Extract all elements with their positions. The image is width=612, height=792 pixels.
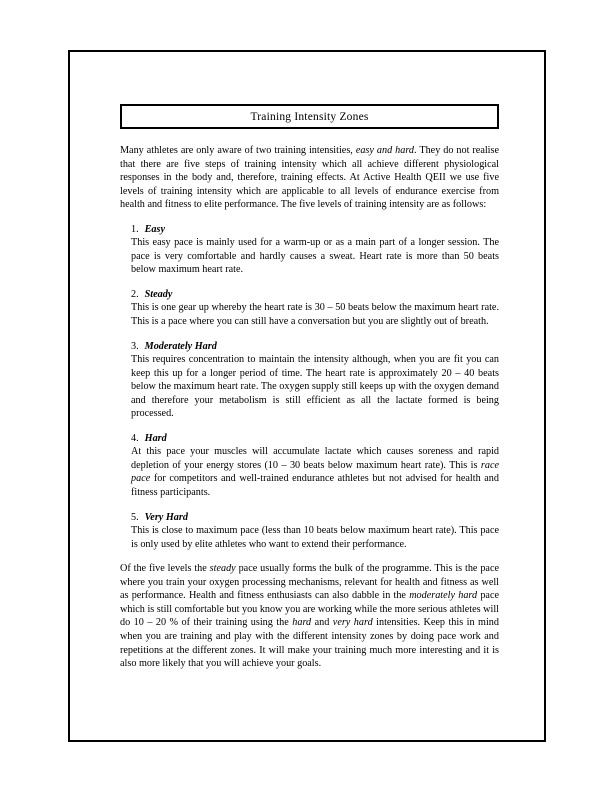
section-body-steady: This is one gear up whereby the heart rate is 30 – 50 beats below the maximum heart rate. This is a pace where you can still have a conversation but you are slightly out of breath. — [131, 302, 499, 328]
section-number-4: 4. — [131, 432, 139, 444]
section-body-hard-emphasis: race pace — [131, 459, 499, 485]
section-number-1: 1. — [131, 223, 139, 235]
page-border-frame — [68, 50, 546, 742]
section-number-2: 2. — [131, 288, 139, 300]
section-body-moderately-hard: This requires concentration to maintain the intensity although, when you are fit you can keep this up for a longer period of time. The heart rate is approximately 20 – 40 beats below the maximum heart rate. The oxygen supply still keeps up with the oxygen demand and therefore your metabolism is still efficient as all the lactate formed is being processed. — [131, 354, 499, 420]
closing-part2: pace usually forms the bulk of the programme. This is the pace where you train your oxygen processing mechanisms, relevant for health and fitness as well as performance. Health and fitness enthusiasts can also dabble in the — [120, 563, 499, 602]
closing-emphasis-hard: hard — [292, 617, 312, 629]
section-body-hard-part2: for competitors and well-trained endurance athletes but not advised for health and fitness participants. — [131, 473, 499, 499]
document-title-box — [120, 104, 499, 129]
closing-paragraph — [120, 562, 499, 670]
section-heading-easy — [131, 223, 499, 237]
section-number-3: 3. — [131, 340, 139, 352]
closing-emphasis-very-hard: very hard — [332, 617, 373, 629]
section-very-hard — [120, 511, 499, 552]
section-title-easy: Easy — [144, 223, 166, 235]
closing-part3: pace which is still comfortable but you know you are working while the more serious athletes will do 10 – 20 % of their training using the — [120, 590, 499, 629]
intro-text-part1: Many athletes are only aware of two training intensities, — [120, 145, 356, 156]
section-heading-steady — [131, 288, 499, 302]
closing-emphasis-moderately-hard: moderately hard — [409, 590, 478, 602]
section-body-hard — [131, 445, 499, 499]
intro-paragraph — [120, 144, 499, 212]
section-heading-hard — [131, 432, 499, 446]
section-steady — [120, 288, 499, 329]
section-body-easy: This easy pace is mainly used for a warm-up or as a main part of a longer session. The pace is very comfortable and hardly causes a sweat. Heart rate is more than 50 beats below maximum heart rate. — [131, 237, 499, 276]
section-title-very-hard: Very Hard — [144, 511, 188, 523]
closing-part5: intensities. Keep this in mind when you are training and play with the different intensity zones by doing pace work and repetitions at the different zones. It will make your training much more interesting and it is also more likely that you will achieve your goals. — [120, 617, 499, 670]
section-title-hard: Hard — [144, 432, 167, 444]
section-body-very-hard: This is close to maximum pace (less than 10 beats below maximum heart rate). This pace is only used by elite athletes who want to extend their performance. — [131, 525, 499, 550]
intro-text-part2: . They do not realise that there are five steps of training intensity which all achieve different physiological responses in the body and, therefore, training effects. At Active Health QEII we use five levels of training intensity which are applicable to all levels of endurance exercise from health and fitness to elite performance. The five levels of training intensity are as follows: — [120, 145, 499, 211]
section-title-moderately-hard: Moderately Hard — [144, 340, 217, 352]
section-hard — [120, 432, 499, 500]
intro-emphasis: easy and hard — [355, 145, 415, 156]
section-number-5: 5. — [131, 511, 139, 523]
section-heading-very-hard — [131, 511, 499, 525]
closing-part4: and — [311, 617, 333, 629]
section-easy — [120, 223, 499, 277]
page-title: Training Intensity Zones — [250, 110, 369, 123]
closing-emphasis-steady: steady — [209, 563, 236, 575]
section-body-hard-part1: At this pace your muscles will accumulate lactate which causes soreness and rapid depletion of your energy stores (10 – 30 beats below maximum heart rate). This is — [131, 446, 499, 471]
document-content — [120, 104, 499, 682]
closing-part1: Of the five levels the — [120, 563, 210, 575]
section-moderately-hard — [120, 340, 499, 421]
section-heading-moderately-hard — [131, 340, 499, 354]
section-title-steady: Steady — [144, 288, 173, 300]
